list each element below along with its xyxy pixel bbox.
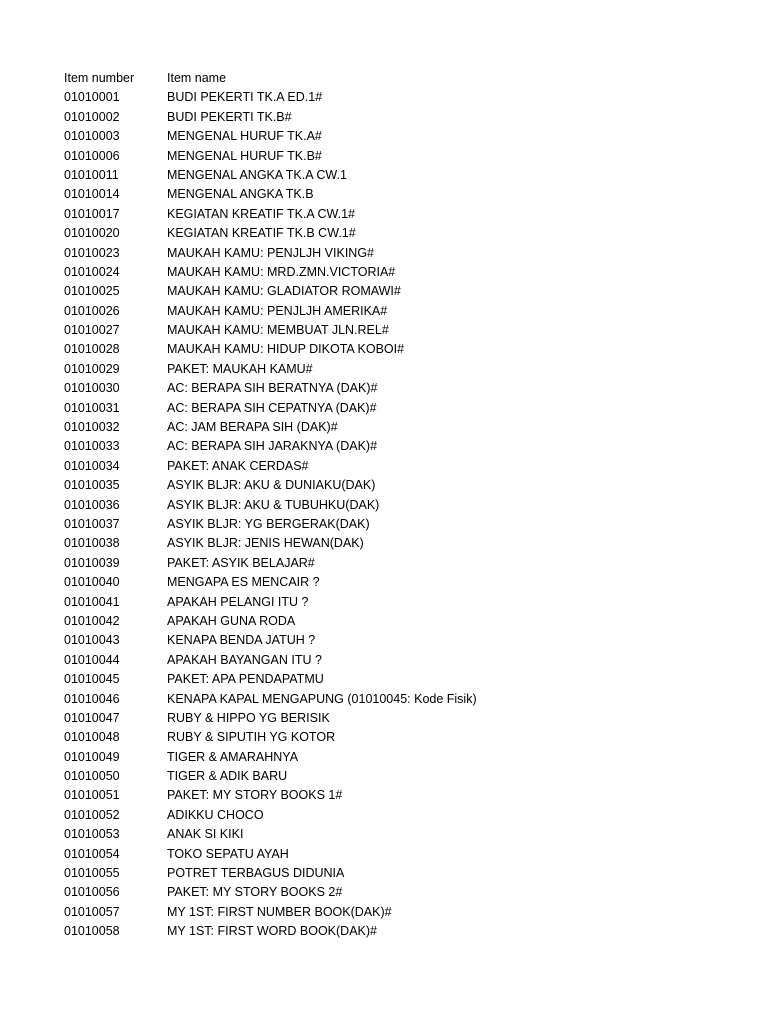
item-name-cell: AC: BERAPA SIH BERATNYA (DAK)#	[167, 381, 378, 396]
item-name-cell: AC: BERAPA SIH JARAKNYA (DAK)#	[167, 439, 378, 454]
item-name-cell: APAKAH GUNA RODA	[167, 613, 296, 628]
item-number-cell: 01010011	[64, 167, 119, 182]
item-name-cell: MENGAPA ES MENCAIR ?	[167, 575, 320, 590]
table-body	[64, 88, 754, 941]
item-number-cell: 01010006	[64, 148, 120, 163]
table-row	[64, 185, 754, 204]
table-row	[64, 651, 754, 670]
item-name-cell: KENAPA KAPAL MENGAPUNG (01010045: Kode Fisik)	[167, 691, 477, 706]
table-row	[64, 903, 754, 922]
item-name-cell: MENGENAL HURUF TK.B#	[167, 148, 322, 163]
table-row	[64, 244, 754, 263]
item-name-cell: BUDI PEKERTI TK.B#	[167, 109, 292, 124]
table-row	[64, 709, 754, 728]
item-name-cell: MENGENAL ANGKA TK.B	[167, 187, 314, 202]
table-row	[64, 786, 754, 805]
item-name-cell: TIGER & ADIK BARU	[167, 769, 288, 784]
table-row	[64, 593, 754, 612]
item-number-cell: 01010032	[64, 420, 120, 435]
item-name-cell: MAUKAH KAMU: GLADIATOR ROMAWI#	[167, 284, 401, 299]
item-number-cell: 01010049	[64, 749, 120, 764]
table-row	[64, 340, 754, 359]
item-name-cell: TOKO SEPATU AYAH	[167, 846, 289, 861]
item-number-cell: 01010040	[64, 575, 120, 590]
table-row	[64, 806, 754, 825]
table-row	[64, 845, 754, 864]
table-row	[64, 670, 754, 689]
item-number-cell: 01010020	[64, 226, 120, 241]
table-row	[64, 418, 754, 437]
item-name-cell: AC: JAM BERAPA SIH (DAK)#	[167, 420, 338, 435]
table-row	[64, 631, 754, 650]
item-name-cell: APAKAH BAYANGAN ITU ?	[167, 652, 322, 667]
item-name-cell: KENAPA BENDA JATUH ?	[167, 633, 316, 648]
table-row	[64, 515, 754, 534]
table-row	[64, 690, 754, 709]
table-row	[64, 457, 754, 476]
item-name-cell: APAKAH PELANGI ITU ?	[167, 594, 309, 609]
item-number-cell: 01010039	[64, 555, 120, 570]
table-row	[64, 883, 754, 902]
header-item-number: Item number	[64, 71, 135, 85]
table-row	[64, 321, 754, 340]
item-number-cell: 01010055	[64, 866, 120, 881]
item-name-cell: ASYIK BLJR: AKU & TUBUHKU(DAK)	[167, 497, 380, 512]
item-name-cell: MY 1ST: FIRST WORD BOOK(DAK)#	[167, 924, 377, 939]
item-number-cell: 01010026	[64, 303, 120, 318]
item-name-cell: MAUKAH KAMU: HIDUP DIKOTA KOBOI#	[167, 342, 405, 357]
item-number-cell: 01010057	[64, 904, 120, 919]
item-name-cell: MAUKAH KAMU: MRD.ZMN.VICTORIA#	[167, 264, 396, 279]
item-number-cell: 01010054	[64, 846, 120, 861]
item-number-cell: 01010043	[64, 633, 120, 648]
item-name-cell: MAUKAH KAMU: MEMBUAT JLN.REL#	[167, 323, 389, 338]
item-number-cell: 01010053	[64, 827, 120, 842]
item-name-cell: MENGENAL HURUF TK.A#	[167, 129, 322, 144]
table-row	[64, 554, 754, 573]
item-name-cell: ASYIK BLJR: YG BERGERAK(DAK)	[167, 516, 370, 531]
table-row	[64, 864, 754, 883]
item-name-cell: KEGIATAN KREATIF TK.A CW.1#	[167, 206, 356, 221]
item-name-cell: PAKET: MY STORY BOOKS 1#	[167, 788, 343, 803]
item-name-cell: BUDI PEKERTI TK.A ED.1#	[167, 90, 323, 105]
item-name-cell: ANAK SI KIKI	[167, 827, 244, 842]
item-name-cell: PAKET: ANAK CERDAS#	[167, 458, 309, 473]
table-row	[64, 399, 754, 418]
item-name-cell: MENGENAL ANGKA TK.A CW.1	[167, 167, 347, 182]
table-row	[64, 263, 754, 282]
item-number-cell: 01010003	[64, 129, 120, 144]
item-number-cell: 01010050	[64, 769, 120, 784]
item-number-cell: 01010035	[64, 478, 120, 493]
item-number-cell: 01010024	[64, 264, 120, 279]
table-row	[64, 825, 754, 844]
item-number-cell: 01010036	[64, 497, 120, 512]
table-row	[64, 728, 754, 747]
item-number-cell: 01010038	[64, 536, 120, 551]
table-row	[64, 612, 754, 631]
table-row	[64, 360, 754, 379]
header-item-name: Item name	[167, 71, 227, 85]
item-number-cell: 01010023	[64, 245, 120, 260]
item-number-cell: 01010029	[64, 361, 120, 376]
item-number-cell: 01010056	[64, 885, 120, 900]
item-number-cell: 01010027	[64, 323, 120, 338]
table-row	[64, 166, 754, 185]
item-number-cell: 01010033	[64, 439, 120, 454]
item-number-cell: 01010045	[64, 672, 120, 687]
item-name-cell: RUBY & HIPPO YG BERISIK	[167, 710, 330, 725]
table-row	[64, 379, 754, 398]
item-number-cell: 01010042	[64, 613, 120, 628]
item-number-cell: 01010048	[64, 730, 120, 745]
item-number-cell: 01010017	[64, 206, 120, 221]
item-number-cell: 01010037	[64, 516, 120, 531]
item-number-cell: 01010001	[64, 90, 120, 105]
table-row	[64, 205, 754, 224]
item-name-cell: PAKET: APA PENDAPATMU	[167, 672, 324, 687]
item-name-cell: ADIKKU CHOCO	[167, 807, 264, 822]
item-number-cell: 01010047	[64, 710, 120, 725]
table-row	[64, 88, 754, 107]
item-number-cell: 01010044	[64, 652, 120, 667]
item-name-cell: ASYIK BLJR: AKU & DUNIAKU(DAK)	[167, 478, 376, 493]
item-number-cell: 01010014	[64, 187, 120, 202]
item-name-cell: TIGER & AMARAHNYA	[167, 749, 299, 764]
table-row	[64, 127, 754, 146]
table-row	[64, 534, 754, 553]
item-number-cell: 01010028	[64, 342, 120, 357]
table-row	[64, 476, 754, 495]
table-row	[64, 922, 754, 941]
item-number-cell: 01010058	[64, 924, 120, 939]
item-name-cell: PAKET: MAUKAH KAMU#	[167, 361, 313, 376]
item-name-cell: MAUKAH KAMU: PENJLJH AMERIKA#	[167, 303, 388, 318]
item-number-cell: 01010052	[64, 807, 120, 822]
table-row	[64, 496, 754, 515]
table-row	[64, 302, 754, 321]
table-row	[64, 224, 754, 243]
item-number-cell: 01010002	[64, 109, 120, 124]
item-name-cell: KEGIATAN KREATIF TK.B CW.1#	[167, 226, 356, 241]
item-name-cell: MY 1ST: FIRST NUMBER BOOK(DAK)#	[167, 904, 392, 919]
item-name-cell: MAUKAH KAMU: PENJLJH VIKING#	[167, 245, 374, 260]
item-number-cell: 01010051	[64, 788, 120, 803]
item-number-cell: 01010034	[64, 458, 120, 473]
table-row	[64, 282, 754, 301]
item-table	[64, 69, 754, 942]
table-row	[64, 147, 754, 166]
table-row	[64, 108, 754, 127]
item-name-cell: POTRET TERBAGUS DIDUNIA	[167, 866, 345, 881]
table-row	[64, 437, 754, 456]
table-row	[64, 767, 754, 786]
item-number-cell: 01010041	[64, 594, 120, 609]
item-name-cell: RUBY & SIPUTIH YG KOTOR	[167, 730, 336, 745]
item-name-cell: PAKET: ASYIK BELAJAR#	[167, 555, 315, 570]
item-number-cell: 01010031	[64, 400, 120, 415]
item-name-cell: PAKET: MY STORY BOOKS 2#	[167, 885, 343, 900]
table-row	[64, 573, 754, 592]
table-header-row	[64, 69, 754, 88]
item-name-cell: AC: BERAPA SIH CEPATNYA (DAK)#	[167, 400, 377, 415]
table-row	[64, 748, 754, 767]
item-number-cell: 01010046	[64, 691, 120, 706]
item-number-cell: 01010030	[64, 381, 120, 396]
item-number-cell: 01010025	[64, 284, 120, 299]
item-name-cell: ASYIK BLJR: JENIS HEWAN(DAK)	[167, 536, 364, 551]
